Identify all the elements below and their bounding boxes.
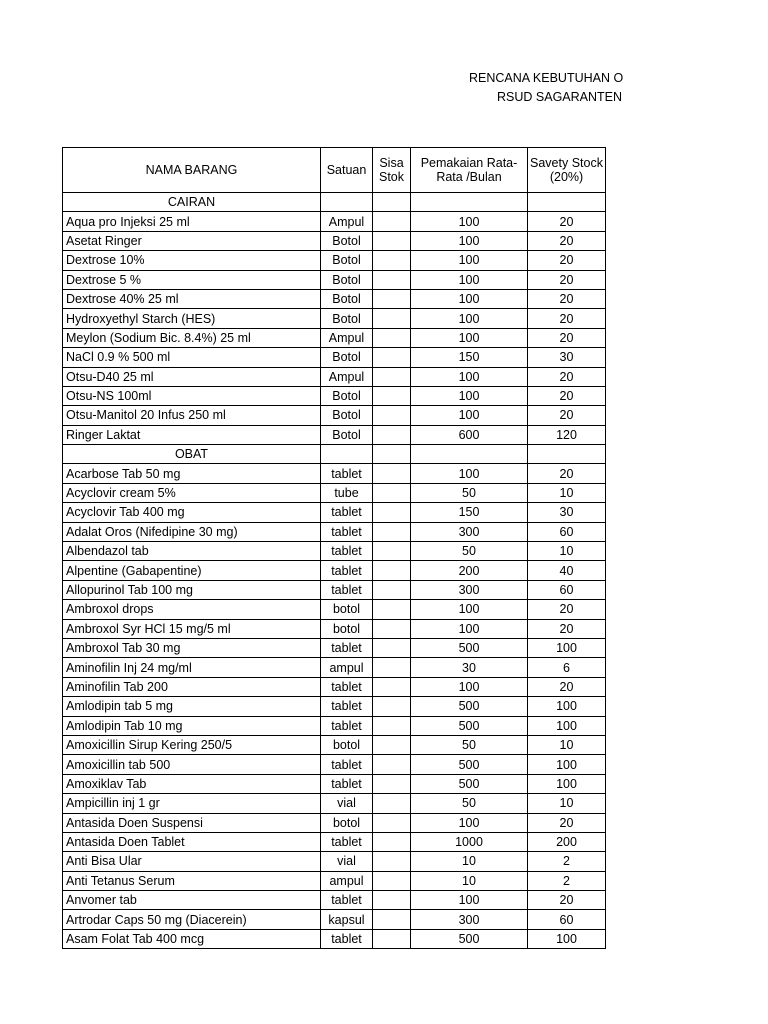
page-subtitle: RSUD SAGARANTEN <box>497 90 623 104</box>
item-name-cell: Ambroxol Syr HCl 15 mg/5 ml <box>63 619 321 638</box>
average-usage-cell: 50 <box>411 794 528 813</box>
remaining-stock-cell <box>373 231 411 250</box>
item-name-cell: Aminofilin Inj 24 mg/ml <box>63 658 321 677</box>
average-usage-cell: 100 <box>411 386 528 405</box>
item-name-cell: Ringer Laktat <box>63 425 321 444</box>
average-usage-cell: 100 <box>411 328 528 347</box>
unit-cell: kapsul <box>321 910 373 929</box>
empty-cell <box>528 445 606 464</box>
average-usage-cell: 500 <box>411 716 528 735</box>
remaining-stock-cell <box>373 309 411 328</box>
remaining-stock-cell <box>373 483 411 502</box>
average-usage-cell: 30 <box>411 658 528 677</box>
item-name-cell: Otsu-D40 25 ml <box>63 367 321 386</box>
remaining-stock-cell <box>373 619 411 638</box>
unit-cell: botol <box>321 600 373 619</box>
table-row <box>63 231 606 250</box>
average-usage-cell: 50 <box>411 483 528 502</box>
average-usage-cell: 10 <box>411 852 528 871</box>
item-name-cell: Albendazol tab <box>63 542 321 561</box>
item-name-cell: Dextrose 5 % <box>63 270 321 289</box>
empty-cell <box>411 445 528 464</box>
empty-cell <box>321 445 373 464</box>
safety-stock-cell: 100 <box>528 774 606 793</box>
table-body <box>63 193 606 949</box>
average-usage-cell: 150 <box>411 503 528 522</box>
safety-stock-cell: 6 <box>528 658 606 677</box>
remaining-stock-cell <box>373 503 411 522</box>
average-usage-cell: 500 <box>411 755 528 774</box>
average-usage-cell: 300 <box>411 522 528 541</box>
remaining-stock-cell <box>373 929 411 948</box>
remaining-stock-cell <box>373 891 411 910</box>
column-header-safety-stock: Savety Stock (20%) <box>528 148 606 193</box>
average-usage-cell: 100 <box>411 367 528 386</box>
column-header-average-usage: Pemakaian Rata-Rata /Bulan <box>411 148 528 193</box>
item-name-cell: Artrodar Caps 50 mg (Diacerein) <box>63 910 321 929</box>
item-name-cell: Ambroxol Tab 30 mg <box>63 638 321 657</box>
column-header-item-name: NAMA BARANG <box>63 148 321 193</box>
safety-stock-cell: 20 <box>528 813 606 832</box>
table-row <box>63 464 606 483</box>
table-row <box>63 794 606 813</box>
column-header-remaining-stock: Sisa Stok <box>373 148 411 193</box>
table-row <box>63 270 606 289</box>
remaining-stock-cell <box>373 386 411 405</box>
average-usage-cell: 100 <box>411 231 528 250</box>
item-name-cell: Anti Tetanus Serum <box>63 871 321 890</box>
item-name-cell: Dextrose 10% <box>63 251 321 270</box>
safety-stock-cell: 10 <box>528 542 606 561</box>
table-row <box>63 871 606 890</box>
table-row <box>63 289 606 308</box>
safety-stock-cell: 20 <box>528 367 606 386</box>
average-usage-cell: 500 <box>411 638 528 657</box>
table-row <box>63 832 606 851</box>
item-name-cell: Dextrose 40% 25 ml <box>63 289 321 308</box>
table-row <box>63 619 606 638</box>
remaining-stock-cell <box>373 677 411 696</box>
item-name-cell: Alpentine (Gabapentine) <box>63 561 321 580</box>
remaining-stock-cell <box>373 716 411 735</box>
item-name-cell: Acyclovir Tab 400 mg <box>63 503 321 522</box>
unit-cell: Ampul <box>321 367 373 386</box>
average-usage-cell: 100 <box>411 212 528 231</box>
average-usage-cell: 300 <box>411 910 528 929</box>
safety-stock-cell: 120 <box>528 425 606 444</box>
section-label: OBAT <box>63 445 321 464</box>
unit-cell: Botol <box>321 231 373 250</box>
average-usage-cell: 1000 <box>411 832 528 851</box>
remaining-stock-cell <box>373 289 411 308</box>
item-name-cell: Allopurinol Tab 100 mg <box>63 580 321 599</box>
unit-cell: Ampul <box>321 328 373 347</box>
unit-cell: tablet <box>321 580 373 599</box>
table-row <box>63 735 606 754</box>
section-header-row <box>63 445 606 464</box>
item-name-cell: Meylon (Sodium Bic. 8.4%) 25 ml <box>63 328 321 347</box>
table-row <box>63 638 606 657</box>
safety-stock-cell: 100 <box>528 755 606 774</box>
average-usage-cell: 150 <box>411 348 528 367</box>
column-header-unit: Satuan <box>321 148 373 193</box>
table-row <box>63 813 606 832</box>
table-row <box>63 774 606 793</box>
average-usage-cell: 100 <box>411 813 528 832</box>
safety-stock-cell: 60 <box>528 580 606 599</box>
remaining-stock-cell <box>373 212 411 231</box>
safety-stock-cell: 100 <box>528 716 606 735</box>
unit-cell: tablet <box>321 503 373 522</box>
table-row <box>63 891 606 910</box>
safety-stock-cell: 20 <box>528 251 606 270</box>
remaining-stock-cell <box>373 852 411 871</box>
remaining-stock-cell <box>373 367 411 386</box>
empty-cell <box>321 193 373 212</box>
table-row <box>63 542 606 561</box>
unit-cell: Botol <box>321 289 373 308</box>
remaining-stock-cell <box>373 600 411 619</box>
unit-cell: vial <box>321 794 373 813</box>
remaining-stock-cell <box>373 910 411 929</box>
remaining-stock-cell <box>373 425 411 444</box>
page-title: RENCANA KEBUTUHAN O <box>469 71 624 85</box>
unit-cell: ampul <box>321 871 373 890</box>
section-header-row <box>63 193 606 212</box>
unit-cell: Botol <box>321 270 373 289</box>
unit-cell: tube <box>321 483 373 502</box>
item-name-cell: Adalat Oros (Nifedipine 30 mg) <box>63 522 321 541</box>
average-usage-cell: 500 <box>411 697 528 716</box>
table-row <box>63 251 606 270</box>
average-usage-cell: 100 <box>411 619 528 638</box>
remaining-stock-cell <box>373 832 411 851</box>
table-row <box>63 929 606 948</box>
remaining-stock-cell <box>373 561 411 580</box>
safety-stock-cell: 20 <box>528 386 606 405</box>
item-name-cell: Antasida Doen Tablet <box>63 832 321 851</box>
unit-cell: vial <box>321 852 373 871</box>
safety-stock-cell: 20 <box>528 231 606 250</box>
item-name-cell: Hydroxyethyl Starch (HES) <box>63 309 321 328</box>
average-usage-cell: 50 <box>411 542 528 561</box>
table-row <box>63 697 606 716</box>
unit-cell: tablet <box>321 697 373 716</box>
unit-cell: tablet <box>321 774 373 793</box>
remaining-stock-cell <box>373 755 411 774</box>
unit-cell: Botol <box>321 251 373 270</box>
unit-cell: tablet <box>321 638 373 657</box>
remaining-stock-cell <box>373 580 411 599</box>
unit-cell: Botol <box>321 406 373 425</box>
unit-cell: tablet <box>321 891 373 910</box>
item-name-cell: Aminofilin Tab 200 <box>63 677 321 696</box>
remaining-stock-cell <box>373 813 411 832</box>
safety-stock-cell: 20 <box>528 328 606 347</box>
safety-stock-cell: 30 <box>528 503 606 522</box>
remaining-stock-cell <box>373 638 411 657</box>
safety-stock-cell: 20 <box>528 891 606 910</box>
unit-cell: Botol <box>321 425 373 444</box>
item-name-cell: Otsu-Manitol 20 Infus 250 ml <box>63 406 321 425</box>
table-row <box>63 483 606 502</box>
table-row <box>63 658 606 677</box>
unit-cell: tablet <box>321 677 373 696</box>
average-usage-cell: 100 <box>411 406 528 425</box>
average-usage-cell: 100 <box>411 251 528 270</box>
safety-stock-cell: 20 <box>528 677 606 696</box>
safety-stock-cell: 20 <box>528 309 606 328</box>
item-name-cell: Amoxicillin tab 500 <box>63 755 321 774</box>
item-name-cell: Amlodipin tab 5 mg <box>63 697 321 716</box>
remaining-stock-cell <box>373 464 411 483</box>
section-label: CAIRAN <box>63 193 321 212</box>
table-row <box>63 677 606 696</box>
unit-cell: botol <box>321 619 373 638</box>
safety-stock-cell: 40 <box>528 561 606 580</box>
average-usage-cell: 500 <box>411 774 528 793</box>
unit-cell: botol <box>321 813 373 832</box>
item-name-cell: Anti Bisa Ular <box>63 852 321 871</box>
table-row <box>63 580 606 599</box>
average-usage-cell: 100 <box>411 464 528 483</box>
unit-cell: Botol <box>321 348 373 367</box>
table-row <box>63 367 606 386</box>
safety-stock-cell: 60 <box>528 910 606 929</box>
table-row <box>63 309 606 328</box>
unit-cell: botol <box>321 735 373 754</box>
table-row <box>63 328 606 347</box>
unit-cell: Botol <box>321 386 373 405</box>
remaining-stock-cell <box>373 794 411 813</box>
item-name-cell: Amlodipin Tab 10 mg <box>63 716 321 735</box>
safety-stock-cell: 10 <box>528 483 606 502</box>
safety-stock-cell: 2 <box>528 871 606 890</box>
table-row <box>63 600 606 619</box>
average-usage-cell: 100 <box>411 677 528 696</box>
table-row <box>63 503 606 522</box>
item-name-cell: Antasida Doen Suspensi <box>63 813 321 832</box>
remaining-stock-cell <box>373 328 411 347</box>
average-usage-cell: 600 <box>411 425 528 444</box>
item-name-cell: NaCl 0.9 % 500 ml <box>63 348 321 367</box>
unit-cell: Ampul <box>321 212 373 231</box>
average-usage-cell: 100 <box>411 289 528 308</box>
safety-stock-cell: 60 <box>528 522 606 541</box>
table-row <box>63 561 606 580</box>
remaining-stock-cell <box>373 658 411 677</box>
safety-stock-cell: 10 <box>528 794 606 813</box>
item-name-cell: Acyclovir cream 5% <box>63 483 321 502</box>
safety-stock-cell: 20 <box>528 600 606 619</box>
remaining-stock-cell <box>373 774 411 793</box>
item-name-cell: Amoxicillin Sirup Kering 250/5 <box>63 735 321 754</box>
average-usage-cell: 300 <box>411 580 528 599</box>
remaining-stock-cell <box>373 270 411 289</box>
empty-cell <box>411 193 528 212</box>
table-header-row <box>63 148 606 193</box>
safety-stock-cell: 10 <box>528 735 606 754</box>
unit-cell: Botol <box>321 309 373 328</box>
safety-stock-cell: 20 <box>528 289 606 308</box>
unit-cell: tablet <box>321 929 373 948</box>
empty-cell <box>373 193 411 212</box>
table-row <box>63 852 606 871</box>
remaining-stock-cell <box>373 697 411 716</box>
item-name-cell: Anvomer tab <box>63 891 321 910</box>
medicine-needs-table <box>62 147 606 949</box>
average-usage-cell: 10 <box>411 871 528 890</box>
item-name-cell: Ambroxol drops <box>63 600 321 619</box>
safety-stock-cell: 100 <box>528 697 606 716</box>
safety-stock-cell: 20 <box>528 212 606 231</box>
remaining-stock-cell <box>373 542 411 561</box>
safety-stock-cell: 2 <box>528 852 606 871</box>
safety-stock-cell: 30 <box>528 348 606 367</box>
table-row <box>63 522 606 541</box>
item-name-cell: Otsu-NS 100ml <box>63 386 321 405</box>
table-row <box>63 716 606 735</box>
safety-stock-cell: 200 <box>528 832 606 851</box>
unit-cell: tablet <box>321 755 373 774</box>
safety-stock-cell: 20 <box>528 619 606 638</box>
empty-cell <box>373 445 411 464</box>
unit-cell: tablet <box>321 464 373 483</box>
table-row <box>63 755 606 774</box>
safety-stock-cell: 20 <box>528 270 606 289</box>
remaining-stock-cell <box>373 522 411 541</box>
average-usage-cell: 500 <box>411 929 528 948</box>
safety-stock-cell: 20 <box>528 464 606 483</box>
safety-stock-cell: 100 <box>528 929 606 948</box>
average-usage-cell: 200 <box>411 561 528 580</box>
item-name-cell: Asam Folat Tab 400 mcg <box>63 929 321 948</box>
average-usage-cell: 50 <box>411 735 528 754</box>
average-usage-cell: 100 <box>411 600 528 619</box>
safety-stock-cell: 100 <box>528 638 606 657</box>
table-row <box>63 348 606 367</box>
item-name-cell: Asetat Ringer <box>63 231 321 250</box>
remaining-stock-cell <box>373 406 411 425</box>
remaining-stock-cell <box>373 735 411 754</box>
item-name-cell: Ampicillin inj 1 gr <box>63 794 321 813</box>
unit-cell: tablet <box>321 716 373 735</box>
unit-cell: ampul <box>321 658 373 677</box>
remaining-stock-cell <box>373 251 411 270</box>
unit-cell: tablet <box>321 561 373 580</box>
average-usage-cell: 100 <box>411 891 528 910</box>
empty-cell <box>528 193 606 212</box>
unit-cell: tablet <box>321 522 373 541</box>
table-row <box>63 406 606 425</box>
item-name-cell: Acarbose Tab 50 mg <box>63 464 321 483</box>
remaining-stock-cell <box>373 871 411 890</box>
unit-cell: tablet <box>321 542 373 561</box>
average-usage-cell: 100 <box>411 270 528 289</box>
table-row <box>63 910 606 929</box>
table-row <box>63 212 606 231</box>
item-name-cell: Amoxiklav Tab <box>63 774 321 793</box>
safety-stock-cell: 20 <box>528 406 606 425</box>
table-row <box>63 425 606 444</box>
unit-cell: tablet <box>321 832 373 851</box>
average-usage-cell: 100 <box>411 309 528 328</box>
table-row <box>63 386 606 405</box>
item-name-cell: Aqua pro Injeksi 25 ml <box>63 212 321 231</box>
remaining-stock-cell <box>373 348 411 367</box>
